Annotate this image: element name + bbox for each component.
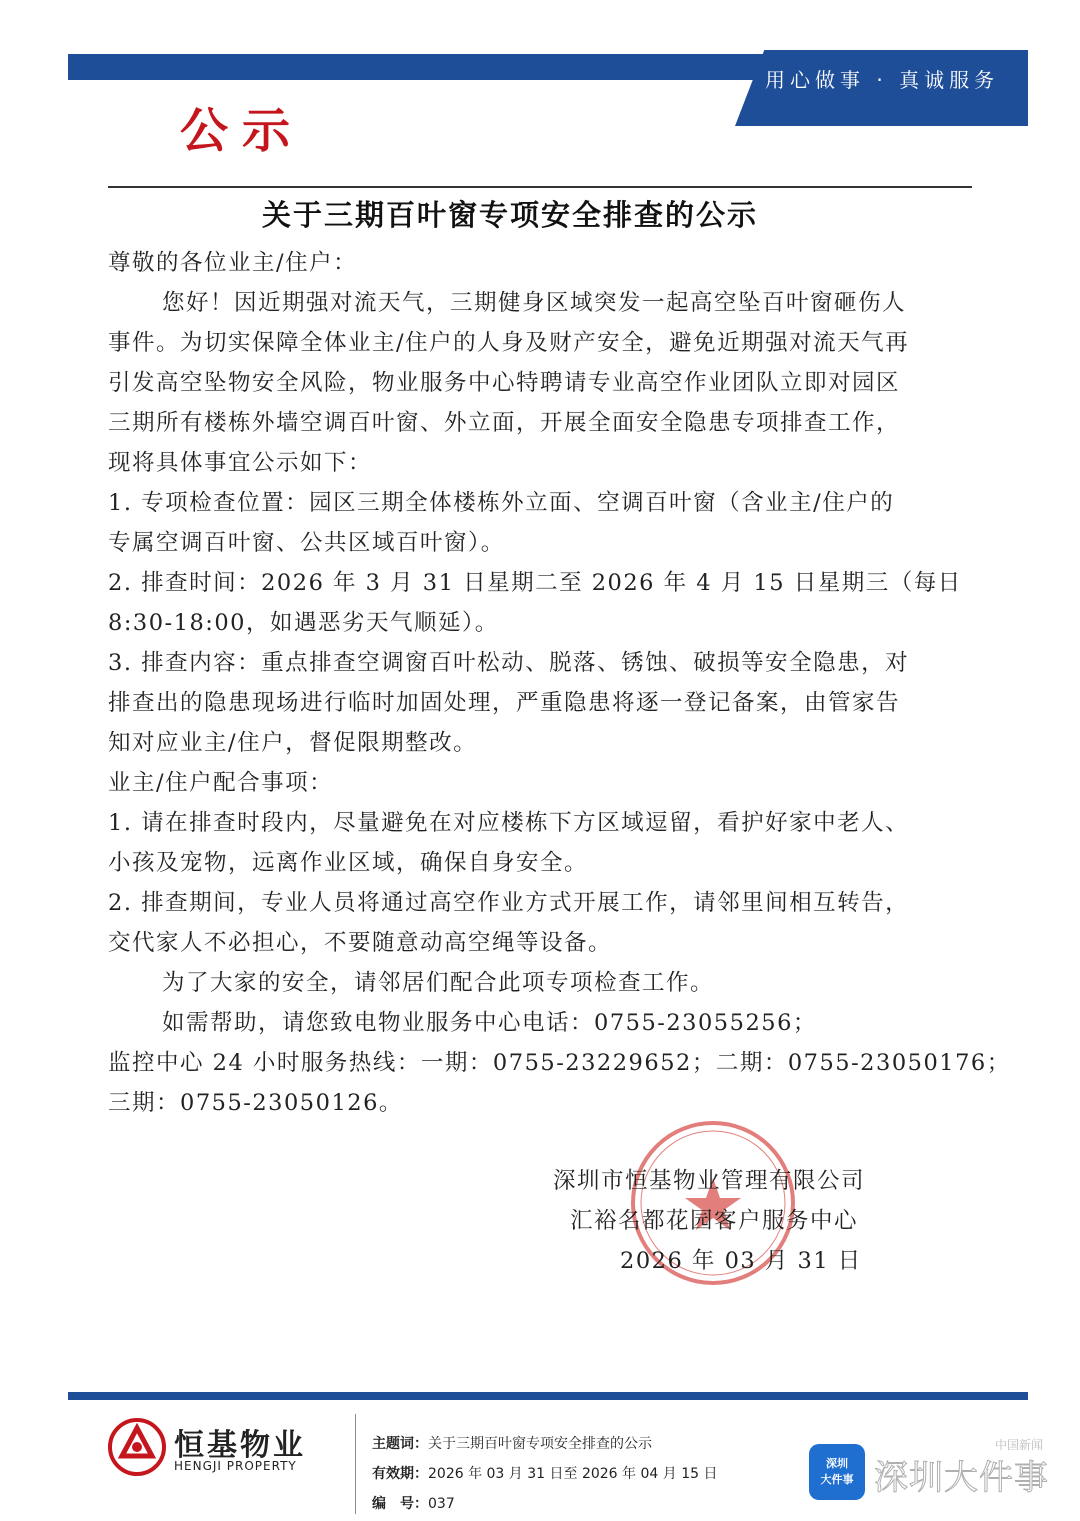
body-line: 您好！因近期强对流天气，三期健身区域突发一起高空坠百叶窗砸伤人 — [162, 290, 907, 316]
meta-validity-value: 2026 年 03 月 31 日至 2026 年 04 月 15 日 — [428, 1466, 718, 1482]
body-line: 如需帮助，请您致电物业服务中心电话：0755-23055256； — [162, 1010, 817, 1036]
signature-date: 2026 年 03 月 31 日 — [620, 1248, 862, 1274]
body-line: 三期：0755-23050126。 — [108, 1090, 403, 1116]
footer-divider — [355, 1414, 356, 1514]
body-line: 专属空调百叶窗、公共区域百叶窗）。 — [108, 530, 505, 556]
slogan: 用心做事 · 真诚服务 — [765, 68, 1000, 92]
title-rule — [108, 186, 972, 188]
watermark-small-text: 中国新闻 — [995, 1438, 1044, 1452]
body-line: 为了大家的安全，请邻居们配合此项专项检查工作。 — [162, 970, 715, 996]
body-line: 小孩及宠物，远离作业区域，确保自身安全。 — [108, 850, 589, 876]
body-line: 监控中心 24 小时服务热线：一期：0755-23229652；二期：0755-23050176； — [108, 1050, 1011, 1076]
document-title: 关于三期百叶窗专项安全排查的公示 — [261, 198, 758, 232]
salutation: 尊敬的各位业主/住户： — [108, 250, 358, 276]
meta-number-value: 037 — [428, 1496, 455, 1512]
meta-number-label: 编 号： — [372, 1496, 428, 1512]
body-line: 事件。为切实保障全体业主/住户的人身及财产安全，避免近期强对流天气再 — [108, 330, 910, 356]
watermark-text: 深圳大件事 — [874, 1458, 1049, 1498]
notice-mark: 公示 — [180, 103, 305, 159]
meta-number — [372, 1493, 455, 1513]
meta-subject-value: 关于三期百叶窗专项安全排查的公示 — [428, 1436, 652, 1452]
body-line: 交代家人不必担心，不要随意动高空绳等设备。 — [108, 930, 613, 956]
body-line: 3. 排查内容：重点排查空调窗百叶松动、脱落、锈蚀、破损等安全隐患，对 — [108, 650, 910, 676]
meta-subject-label: 主题词： — [372, 1436, 428, 1452]
body-line: 知对应业主/住户，督促限期整改。 — [108, 730, 478, 756]
body-line: 1. 专项检查位置：园区三期全体楼栋外立面、空调百叶窗（含业主/住户的 — [108, 490, 895, 516]
body-line: 8:30-18:00，如遇恶劣天气顺延）。 — [108, 610, 499, 636]
signature-center: 汇裕名都花园客户服务中心 — [570, 1208, 859, 1234]
body-line: 引发高空坠物安全风险，物业服务中心特聘请专业高空作业团队立即对园区 — [108, 370, 901, 396]
logo-name: 恒基物业 — [174, 1428, 306, 1463]
body-line: 三期所有楼栋外墙空调百叶窗、外立面，开展全面安全隐患专项排查工作， — [108, 410, 901, 436]
watermark-icon-text-2: 大件事 — [820, 1473, 854, 1486]
meta-validity-label: 有效期： — [372, 1466, 428, 1482]
meta-validity — [372, 1463, 717, 1483]
watermark-app-icon — [808, 1443, 866, 1501]
watermark-icon-text: 深圳 — [826, 1457, 848, 1470]
signature-company: 深圳市恒基物业管理有限公司 — [553, 1168, 866, 1194]
body-line: 2. 排查时间：2026 年 3 月 31 日星期二至 2026 年 4 月 15 日星期三（每日 — [108, 570, 962, 596]
body-line: 1. 请在排查时段内，尽量避免在对应楼栋下方区域逗留，看护好家中老人、 — [108, 810, 910, 836]
footer-rule — [68, 1392, 1028, 1400]
body-line: 排查出的隐患现场进行临时加固处理，严重隐患将逐一登记备案，由管家告 — [108, 690, 901, 716]
meta-subject — [372, 1433, 652, 1453]
logo-english-name: HENGJI PROPERTY — [174, 1459, 297, 1473]
body-line: 2. 排查期间，专业人员将通过高空作业方式开展工作，请邻里间相互转告， — [108, 890, 910, 916]
body-line: 现将具体事宜公示如下： — [108, 450, 373, 476]
body-line: 业主/住户配合事项： — [108, 770, 334, 796]
hengji-logo-icon — [108, 1418, 166, 1476]
